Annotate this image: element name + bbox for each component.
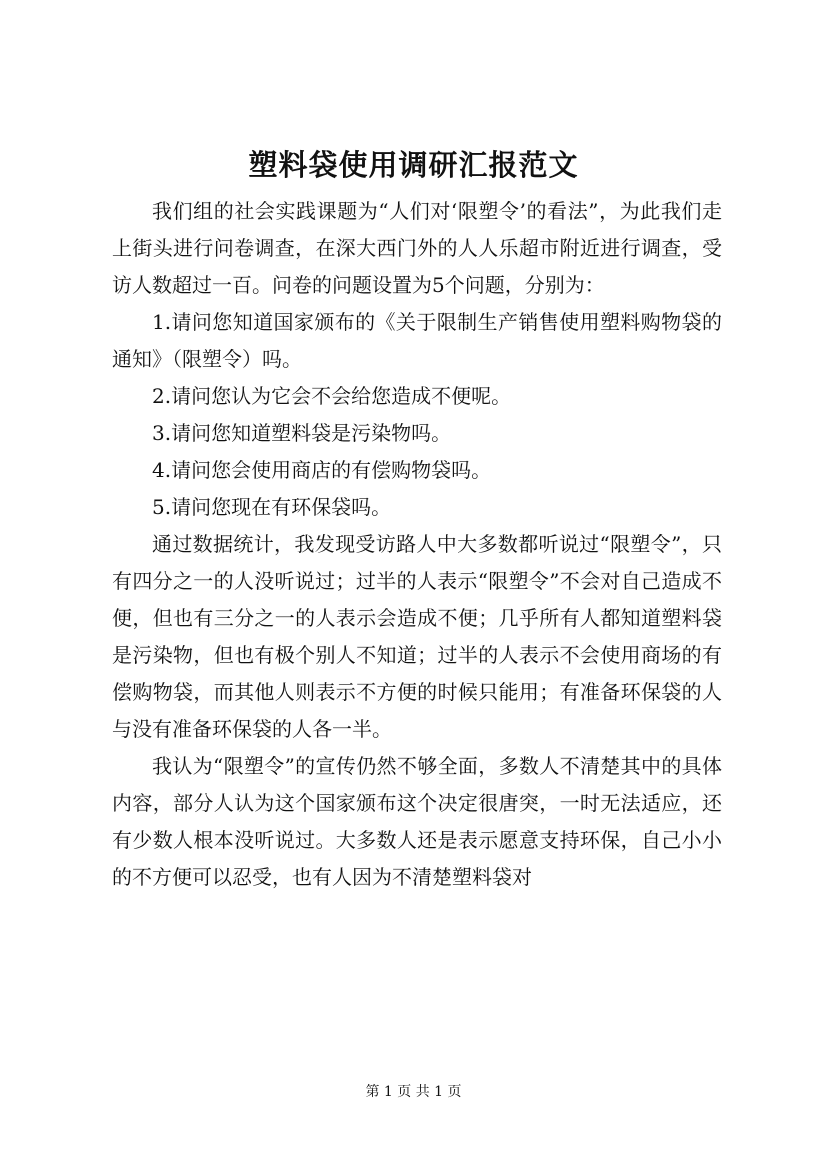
paragraph-question-3: 3.请问您知道塑料袋是污染物吗。 <box>152 421 452 445</box>
document-title: 塑料袋使用调研汇报范文 <box>248 148 579 182</box>
page-footer: 第 1 页 共 1 页 <box>365 1084 462 1100</box>
paragraph-question-4: 4.请问您会使用商店的有偿购物袋吗。 <box>152 458 492 482</box>
document-body <box>112 193 722 896</box>
paragraph-question-5: 5.请问您现在有环保袋吗。 <box>152 495 392 519</box>
paragraph-statistics: 通过数据统计，我发现受访路人中大多数都听说过“限塑令”，只有四分之一的人没听说过；过半的人表示“限塑令”不会对自己造成不便，但也有三分之一的人表示会造成不便；几乎所有人都知道塑料袋是污染物，但也有极个别人不知道；过半的人表示不会使用商场的有偿购物袋，而其他人则表示不方便的时候只能用；有准备环保袋的人与没有准备环保袋的人各一半。 <box>112 532 722 741</box>
paragraph-question-2: 2.请问您认为它会不会给您造成不便呢。 <box>152 384 512 408</box>
paragraph-question-1: 1.请问您知道国家颁布的《关于限制生产销售使用塑料购物袋的通知》（限塑令）吗。 <box>112 310 722 371</box>
paragraph-intro: 我们组的社会实践课题为“人们对‘限塑令’的看法”，为此我们走上街头进行问卷调查，在深大西门外的人人乐超市附近进行调查，受访人数超过一百。问卷的问题设置为5个问题，分别为： <box>112 199 722 297</box>
paragraph-opinion: 我认为“限塑令”的宣传仍然不够全面，多数人不清楚其中的具体内容，部分人认为这个国家颁布这个决定很唐突，一时无法适应，还有少数人根本没听说过。大多数人还是表示愿意支持环保，自己小小的不方便可以忍受，也有人因为不清楚塑料袋对 <box>112 754 722 889</box>
